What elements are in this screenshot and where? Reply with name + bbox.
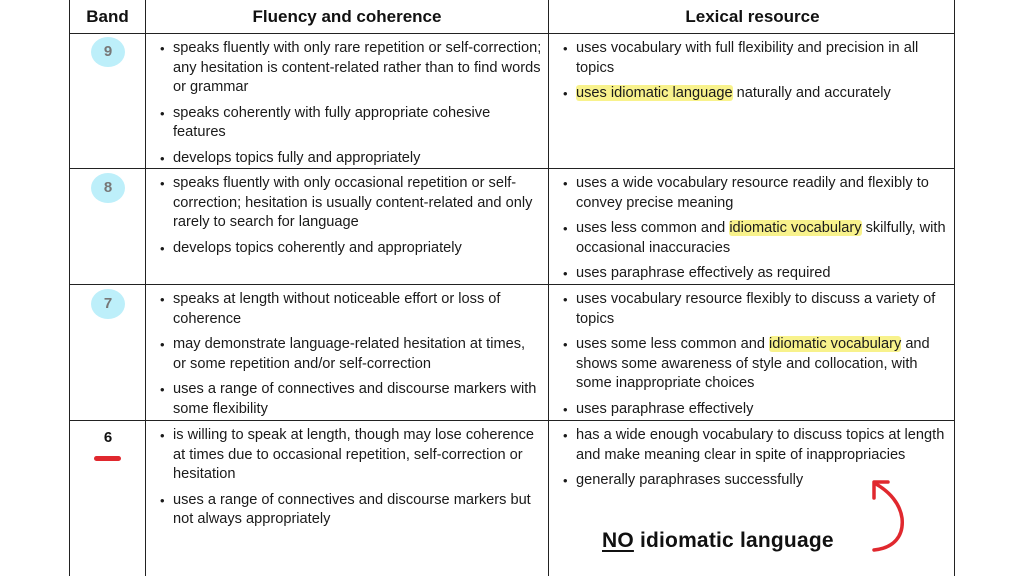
list-item: • has a wide enough vocabulary to discuss topics at length and make meaning clear in spite of inappropriacies [553,426,950,465]
list-item: • is willing to speak at length, though may lose coherence at times due to occasional repetition, self-correction or hesitation [150,426,542,485]
list-item: • speaks fluently with only rare repetition or self-correction; any hesitation is content-related rather than to find words or grammar [150,39,542,98]
list-item: • uses a range of connectives and discourse markers with some flexibility [150,380,542,419]
fluency-cell [146,285,549,420]
band-descriptor-table [69,0,955,576]
band-number: 7 [103,295,113,312]
annotation-note [602,529,834,553]
list-item: • generally paraphrases successfully [553,471,950,491]
list-item: • uses paraphrase effectively [553,400,950,420]
header-lexical: Lexical resource [685,7,820,26]
red-underline-mark [94,456,121,461]
list-item: • uses less common and idiomatic vocabulary skilfully, with occasional inaccuracies [553,219,950,258]
lexical-cell [549,169,956,284]
band-number: 6 [103,429,113,446]
idiomatic-highlight: idiomatic vocabulary [729,220,862,236]
fluency-cell [146,421,549,576]
header-band: Band [70,0,146,33]
header-fluency: Fluency and coherence [146,0,549,33]
band-cell [70,169,146,284]
annotation-no: NO [602,529,634,552]
list-item: • uses a wide vocabulary resource readily and flexibly to convey precise meaning [553,174,950,213]
annotation-text: idiomatic language [633,529,834,552]
list-item: • uses a range of connectives and discourse markers but not always appropriately [150,491,542,530]
red-arrow-icon [860,470,920,560]
list-item: • uses paraphrase effectively as required [553,264,950,284]
band-number: 9 [103,43,113,60]
list-item: • develops topics fully and appropriately [150,149,542,169]
table-row [70,169,954,285]
list-item: • speaks coherently with fully appropriate cohesive features [150,104,542,143]
list-item: • may demonstrate language-related hesitation at times, or some repetition and/or self-correction [150,335,542,374]
band-cell [70,421,146,576]
lexical-cell [549,34,956,168]
table-row [70,285,954,421]
header-row [70,0,954,34]
idiomatic-highlight: idiomatic vocabulary [769,336,902,352]
list-item: • speaks at length without noticeable effort or loss of coherence [150,290,542,329]
list-item: • uses vocabulary with full flexibility and precision in all topics [553,39,950,78]
fluency-cell [146,34,549,168]
list-item: • speaks fluently with only occasional repetition or self-correction; hesitation is usually content-related and only rarely to search for language [150,174,542,233]
list-item: • uses idiomatic language naturally and accurately [553,84,950,104]
band-number: 8 [103,179,113,196]
band-cell [70,285,146,420]
lexical-cell [549,285,956,420]
fluency-cell [146,169,549,284]
list-item: • develops topics coherently and appropriately [150,239,542,259]
table-row [70,34,954,169]
list-item: • uses vocabulary resource flexibly to discuss a variety of topics [553,290,950,329]
list-item: • uses some less common and idiomatic vocabulary and shows some awareness of style and collocation, with some inappropriate choices [553,335,950,394]
idiomatic-highlight: uses idiomatic language [576,85,733,101]
band-cell [70,34,146,168]
